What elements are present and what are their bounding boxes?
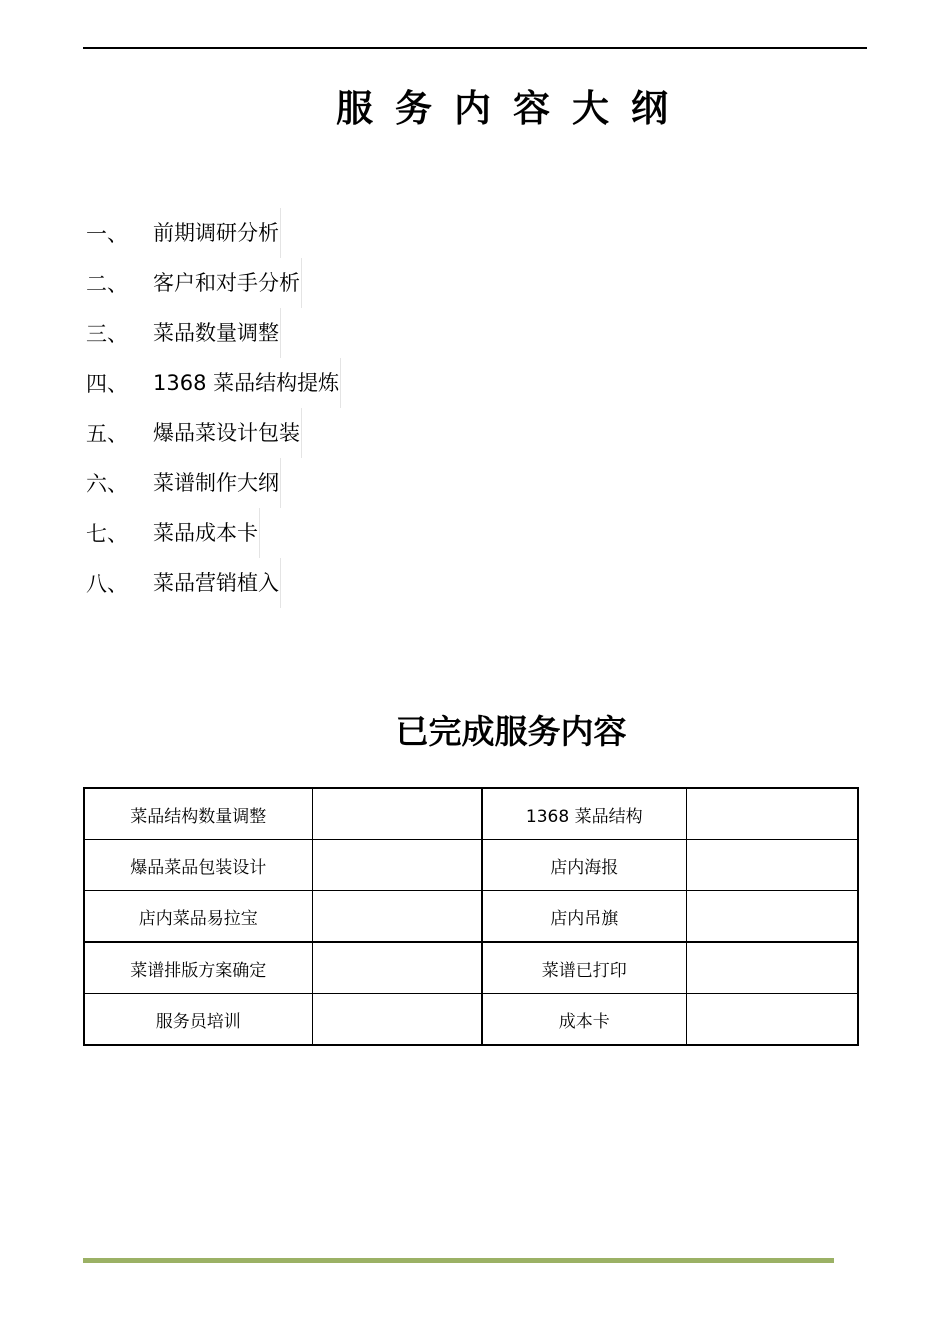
service-label-cell: 服务员培训 (84, 994, 312, 1046)
list-item-number: 二、 (86, 272, 128, 296)
table-row (84, 891, 858, 943)
header-rule (83, 47, 867, 49)
service-label-cell: 店内吊旗 (482, 891, 686, 943)
list-item-number: 八、 (86, 572, 128, 596)
page-title: 服务内容大纲 (336, 87, 690, 130)
list-item-number: 六、 (86, 472, 128, 496)
service-status-cell (686, 994, 858, 1046)
list-item-text: 爆品菜设计包装 (153, 408, 302, 458)
list-item (86, 408, 341, 458)
list-item-number: 一、 (86, 222, 128, 246)
service-status-cell (686, 942, 858, 994)
list-item (86, 558, 341, 608)
service-status-cell (312, 840, 482, 891)
list-item (86, 458, 341, 508)
list-item (86, 358, 341, 408)
list-item (86, 508, 341, 558)
service-label-cell: 店内海报 (482, 840, 686, 891)
service-status-cell (312, 891, 482, 943)
service-status-cell (312, 942, 482, 994)
list-item-number: 四、 (86, 372, 128, 396)
service-label-cell: 爆品菜品包装设计 (84, 840, 312, 891)
list-item-text: 菜品数量调整 (153, 308, 281, 358)
service-status-cell (312, 788, 482, 840)
list-item (86, 258, 341, 308)
list-item-text: 菜谱制作大纲 (153, 458, 281, 508)
service-outline-list (86, 208, 341, 608)
service-status-cell (686, 891, 858, 943)
completed-services-table (83, 787, 859, 1046)
list-item-text: 前期调研分析 (153, 208, 281, 258)
table-row (84, 994, 858, 1046)
list-item (86, 208, 341, 258)
footer-accent-rule (83, 1258, 834, 1263)
completed-section-title: 已完成服务内容 (395, 712, 627, 751)
table-row (84, 942, 858, 994)
table-row (84, 788, 858, 840)
list-item-text: 菜品成本卡 (153, 508, 260, 558)
service-status-cell (312, 994, 482, 1046)
service-label-cell: 店内菜品易拉宝 (84, 891, 312, 943)
list-item-number: 七、 (86, 522, 128, 546)
list-item-number: 五、 (86, 422, 128, 446)
list-item-number: 三、 (86, 322, 128, 346)
service-status-cell (686, 840, 858, 891)
table-row (84, 840, 858, 891)
service-label-cell: 菜品结构数量调整 (84, 788, 312, 840)
service-label-cell: 成本卡 (482, 994, 686, 1046)
list-item (86, 308, 341, 358)
service-label-cell: 1368 菜品结构 (482, 788, 686, 840)
list-item-text: 菜品营销植入 (153, 558, 281, 608)
service-label-cell: 菜谱已打印 (482, 942, 686, 994)
service-status-cell (686, 788, 858, 840)
list-item-text: 客户和对手分析 (153, 258, 302, 308)
list-item-text: 1368 菜品结构提炼 (153, 358, 341, 408)
service-label-cell: 菜谱排版方案确定 (84, 942, 312, 994)
